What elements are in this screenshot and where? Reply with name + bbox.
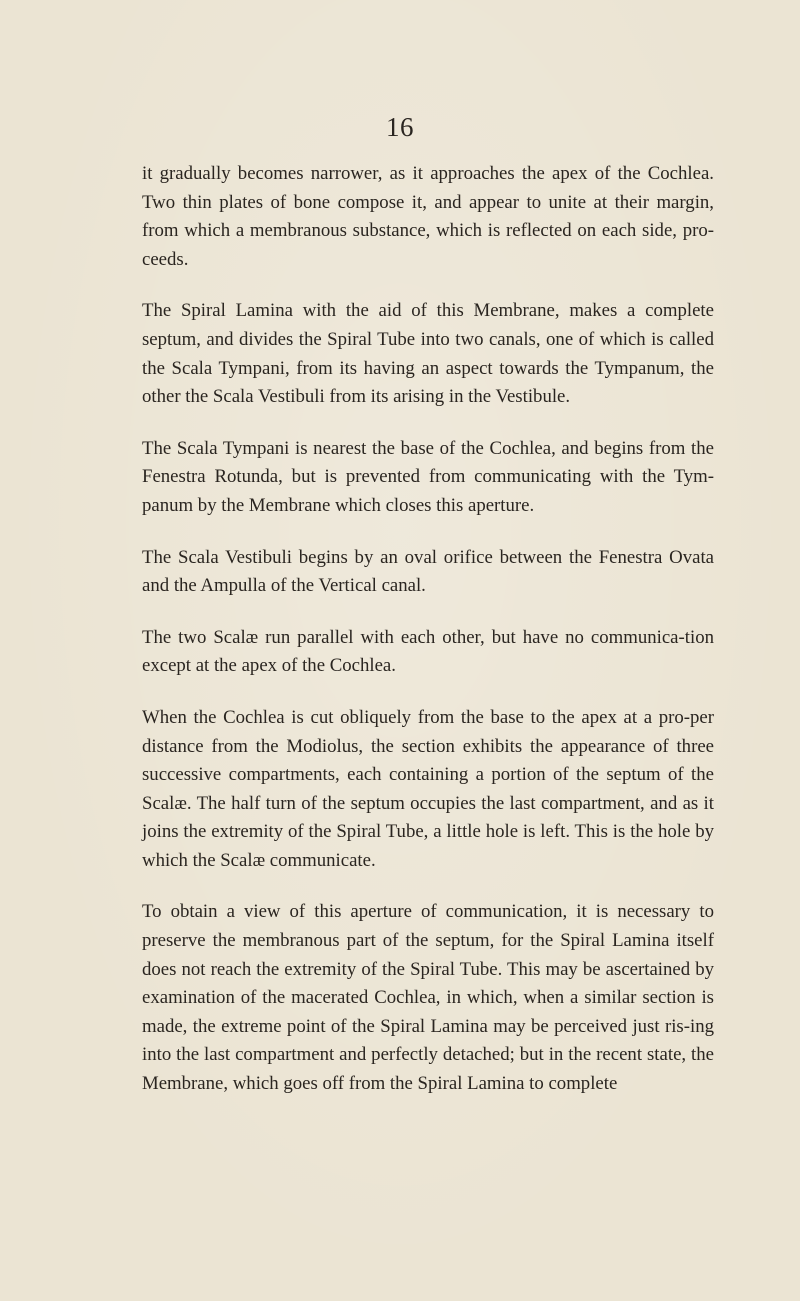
body-text xyxy=(142,160,714,1099)
paragraph-4: The Scala Vestibuli begins by an oval orifice between the Fenestra Ovata and the Ampulla of the Vertical canal. xyxy=(142,546,714,597)
paragraph-7: To obtain a view of this aperture of communication, it is necessary to preserve the membranous part of the septum, for the Spiral Lamina itself does not reach the extremity of the Spiral Tube. This may be ascertained by examination of the macerated Cochlea, in which, when a similar section is made, the extreme point of the Spiral Lamina may be perceived just ris-ing into the last compartment and perfectly detached; but in the recent state, the Membrane, which goes off from the Spiral Lamina to complete xyxy=(142,901,714,1095)
paragraph-3: The Scala Tympani is nearest the base of the Cochlea, and begins from the Fenestra Rotunda, but is prevented from communicating with the Tym-panum by the Membrane which closes this aperture. xyxy=(142,437,714,516)
paragraph-1: it gradually becomes narrower, as it approaches the apex of the Cochlea. Two thin plates of bone compose it, and appear to unite at their margin, from which a membranous substance, which is reflected on each side, pro-ceeds. xyxy=(142,163,714,270)
paragraph-2: The Spiral Lamina with the aid of this Membrane, makes a complete septum, and divides the Spiral Tube into two canals, one of which is called the Scala Tympani, from its having an aspect towards the Tympanum, the other the Scala Vestibuli from its arising in the Vestibule. xyxy=(142,300,714,408)
page-number: 16 xyxy=(386,112,414,142)
paragraph-6: When the Cochlea is cut obliquely from the base to the apex at a pro-per distance from the Modiolus, the section exhibits the appearance of three successive compartments, each containing a portion of the septum of the Scalæ. The half turn of the septum occupies the last compartment, and as it joins the extremity of the Spiral Tube, a little hole is left. This is the hole by which the Scalæ communicate. xyxy=(142,706,714,871)
paragraph-5: The two Scalæ run parallel with each other, but have no communica-tion except at the apex of the Cochlea. xyxy=(142,626,714,677)
